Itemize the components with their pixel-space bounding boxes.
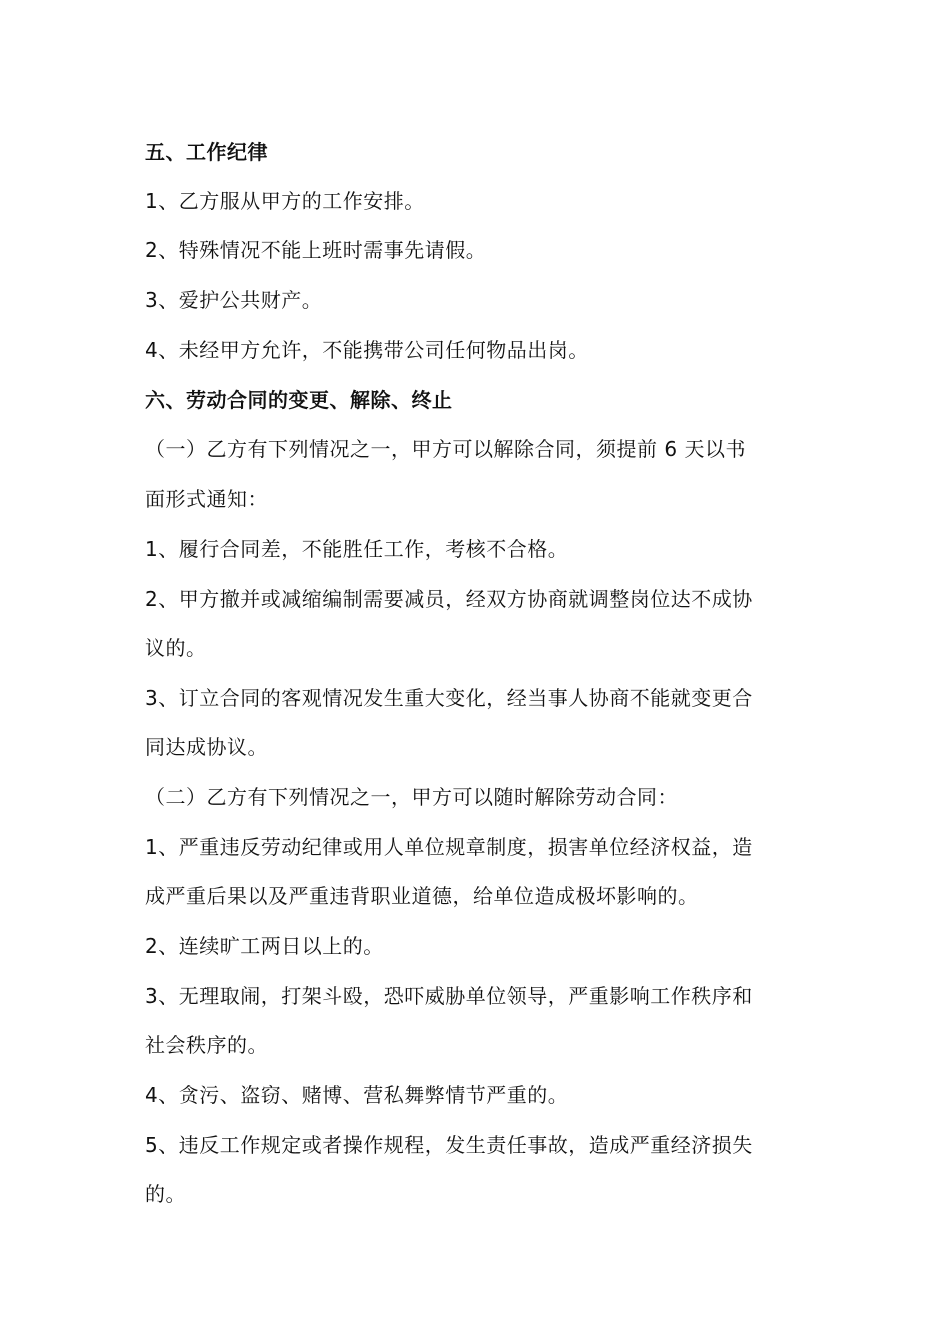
sub2-item-5-line1: 5、违反工作规定或者操作规程，发生责任事故，造成严重经济损失 xyxy=(145,1133,753,1157)
sub1-item-3-line2: 同达成协议。 xyxy=(145,735,268,759)
sub2-item-1-line1: 1、严重违反劳动纪律或用人单位规章制度，损害单位经济权益，造 xyxy=(145,835,753,859)
sub2-item-1-line2: 成严重后果以及严重违背职业道德，给单位造成极坏影响的。 xyxy=(145,884,699,908)
sub1-intro-line2: 面形式通知： xyxy=(145,487,268,511)
sub2-item-3-line1: 3、无理取闹，打架斗殴，恐吓威胁单位领导，严重影响工作秩序和 xyxy=(145,984,753,1008)
sub2-item-2: 2、连续旷工两日以上的。 xyxy=(145,934,384,958)
sub1-item-2-line1: 2、甲方撤并或减缩编制需要减员，经双方协商就调整岗位达不成协 xyxy=(145,587,753,611)
sub2-intro: （二）乙方有下列情况之一，甲方可以随时解除劳动合同： xyxy=(145,785,678,809)
section5-item-1: 1、乙方服从甲方的工作安排。 xyxy=(145,189,425,213)
sub2-item-5-line2: 的。 xyxy=(145,1182,186,1206)
sub1-intro-line1: （一）乙方有下列情况之一，甲方可以解除合同，须提前 6 天以书 xyxy=(145,437,746,461)
sub1-item-3-line1: 3、订立合同的客观情况发生重大变化，经当事人协商不能就变更合 xyxy=(145,686,753,710)
section5-title: 五、工作纪律 xyxy=(145,140,268,164)
section5-item-4: 4、未经甲方允许，不能携带公司任何物品出岗。 xyxy=(145,338,589,362)
sub1-item-2-line2: 议的。 xyxy=(145,636,207,660)
sub2-item-3-line2: 社会秩序的。 xyxy=(145,1033,268,1057)
section6-title: 六、劳动合同的变更、解除、终止 xyxy=(145,388,453,412)
sub1-item-1: 1、履行合同差，不能胜任工作，考核不合格。 xyxy=(145,537,569,561)
sub2-item-4: 4、贪污、盗窃、赌博、营私舞弊情节严重的。 xyxy=(145,1083,569,1107)
section5-item-3: 3、爱护公共财产。 xyxy=(145,288,323,312)
section5-item-2: 2、特殊情况不能上班时需事先请假。 xyxy=(145,238,487,262)
